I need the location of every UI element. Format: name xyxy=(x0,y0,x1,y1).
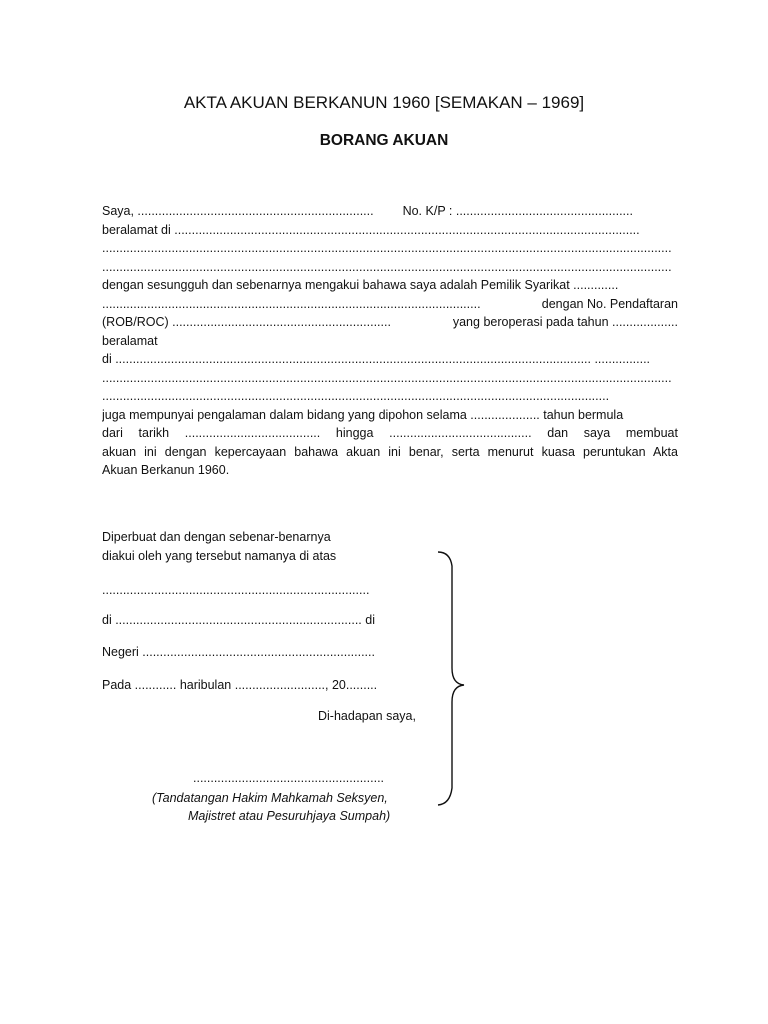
document-title: AKTA AKUAN BERKANUN 1960 [SEMAKAN – 1969] xyxy=(183,93,585,112)
name-ic-line xyxy=(102,202,678,221)
company-address-line-2: .................................................................................................................................................................... xyxy=(102,370,672,385)
declaration-body xyxy=(102,202,678,480)
address-line-2: .................................................................................................................................................................... xyxy=(102,241,672,255)
officer-signature-line: ....................................................... xyxy=(193,771,385,785)
date-range-line: dari tarikh ....................................... hingga ......................................... dan saya membuat xyxy=(102,426,678,440)
rob-roc-line xyxy=(102,313,678,332)
made-declared-line-1: Diperbuat dan dengan sebenar-benarnya xyxy=(102,530,331,544)
made-declared-line-2: diakui oleh yang tersebut namanya di atas xyxy=(102,549,337,563)
address-line-3: .................................................................................................................................................................... xyxy=(102,259,672,274)
rob-roc-field: (ROB/ROC) ............................................................... xyxy=(102,315,391,329)
officer-caption-line-2: Majistret atau Pesuruhjaya Sumpah) xyxy=(188,809,391,823)
right-curly-brace xyxy=(436,548,476,810)
belief-statement-line: akuan ini dengan kepercayaan bahawa akuan ini benar, serta menurut kuasa peruntukan Akta xyxy=(102,444,678,459)
company-address-line-1: di ......................................................................................................................................... ................ xyxy=(102,352,651,366)
before-me-label: Di-hadapan saya, xyxy=(318,709,416,723)
act-reference-line: Akuan Berkanun 1960. xyxy=(102,463,230,477)
place-line: di ....................................................................... di xyxy=(102,613,375,627)
company-address-line-3: .................................................................................................................................................. xyxy=(102,389,610,403)
date-line: Pada ............ haribulan .........................., 20......... xyxy=(102,678,378,692)
name-field: Saya, .................................................................... xyxy=(102,204,374,218)
officer-caption-line-1: (Tandatangan Hakim Mahkamah Seksyen, xyxy=(152,791,388,805)
registration-label: dengan No. Pendaftaran xyxy=(541,296,678,311)
state-line: Negeri ................................................................... xyxy=(102,645,375,659)
ic-number-field: No. K/P : ................................................... xyxy=(402,204,633,218)
operating-year-field: yang beroperasi pada tahun ................... xyxy=(452,315,678,329)
experience-line: juga mempunyai pengalaman dalam bidang yang dipohon selama .................... tahun bermula xyxy=(102,407,624,422)
owner-statement-line: dengan sesungguh dan sebenarnya mengakui bahawa saya adalah Pemilik Syarikat ............. xyxy=(102,278,619,292)
declarant-signature-line: ............................................................................. xyxy=(102,583,370,597)
company-name-field: ............................................................................................................. xyxy=(102,296,481,311)
form-subtitle: BORANG AKUAN xyxy=(319,132,449,149)
company-registration-line xyxy=(102,295,678,314)
address-line-1: beralamat di ...................................................................................................................................... xyxy=(102,222,640,237)
company-address-label: beralamat xyxy=(102,333,158,348)
